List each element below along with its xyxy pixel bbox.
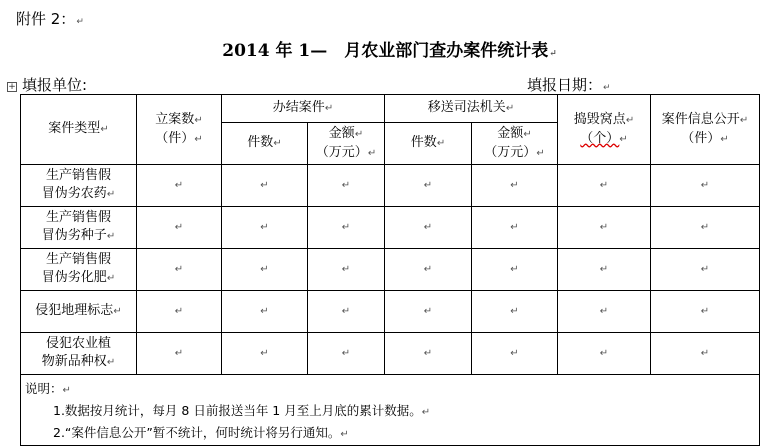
attachment-label: 附件 2：↵ bbox=[16, 10, 84, 28]
header-concluded-amount: 金额↵ （万元）↵ bbox=[308, 123, 385, 165]
header-info-disclosure: 案件信息公开↵ （件）↵ bbox=[651, 95, 760, 165]
table-cell[interactable]: ↵ bbox=[308, 333, 385, 375]
table-cell[interactable]: ↵ bbox=[222, 165, 308, 207]
table-cell[interactable]: ↵ bbox=[472, 207, 558, 249]
header-transferred: 移送司法机关↵ bbox=[385, 95, 558, 123]
header-dens-destroyed: 捣毁窝点↵ （个）↵ bbox=[558, 95, 651, 165]
note-item: 1.数据按月统计，每月 8 日前报送当年 1 月至上月底的累计数据。↵ bbox=[53, 403, 431, 418]
row-label: 侵犯农业植 物新品种权↵ bbox=[21, 333, 137, 375]
table-cell[interactable]: ↵ bbox=[651, 249, 760, 291]
table-row bbox=[21, 249, 760, 291]
fill-date-label: 填报日期：↵ bbox=[527, 76, 611, 94]
table-row bbox=[21, 333, 760, 375]
fill-unit-label: 填报单位: bbox=[22, 76, 88, 94]
notes-label: 说明：↵ bbox=[25, 381, 71, 396]
table-cell[interactable]: ↵ bbox=[558, 333, 651, 375]
header-concluded-count: 件数↵ bbox=[222, 123, 308, 165]
table-cell[interactable]: ↵ bbox=[472, 333, 558, 375]
table-row bbox=[21, 165, 760, 207]
table-cell[interactable]: ↵ bbox=[137, 249, 222, 291]
table-cell[interactable]: ↵ bbox=[558, 165, 651, 207]
table-cell[interactable]: ↵ bbox=[385, 165, 472, 207]
table-cell[interactable]: ↵ bbox=[558, 207, 651, 249]
header-concluded: 办结案件↵ bbox=[222, 95, 385, 123]
note-item: 2.“案件信息公开”暂不统计，何时统计将另行通知。↵ bbox=[53, 425, 349, 440]
table-cell[interactable]: ↵ bbox=[472, 291, 558, 333]
table-cell[interactable]: ↵ bbox=[222, 333, 308, 375]
table-cell[interactable]: ↵ bbox=[137, 165, 222, 207]
table-row bbox=[21, 291, 760, 333]
header-transferred-count: 件数↵ bbox=[385, 123, 472, 165]
table-cell[interactable]: ↵ bbox=[308, 249, 385, 291]
table-move-handle-icon[interactable]: + bbox=[8, 82, 16, 92]
row-label: 生产销售假 冒伪劣化肥↵ bbox=[21, 249, 137, 291]
header-case-type: 案件类型↵ bbox=[21, 95, 137, 165]
notes-cell bbox=[21, 375, 760, 446]
table-cell[interactable]: ↵ bbox=[308, 165, 385, 207]
table-row bbox=[21, 207, 760, 249]
table-cell[interactable]: ↵ bbox=[308, 207, 385, 249]
table-cell[interactable]: ↵ bbox=[385, 333, 472, 375]
table-cell[interactable]: ↵ bbox=[651, 333, 760, 375]
table-cell[interactable]: ↵ bbox=[558, 291, 651, 333]
table-cell[interactable]: ↵ bbox=[651, 165, 760, 207]
row-label: 侵犯地理标志↵ bbox=[21, 291, 137, 333]
table-cell[interactable]: ↵ bbox=[222, 207, 308, 249]
table-cell[interactable]: ↵ bbox=[651, 207, 760, 249]
table-cell[interactable]: ↵ bbox=[137, 333, 222, 375]
row-label: 生产销售假 冒伪劣种子↵ bbox=[21, 207, 137, 249]
table-cell[interactable]: ↵ bbox=[385, 291, 472, 333]
table-cell[interactable]: ↵ bbox=[308, 291, 385, 333]
table-cell[interactable]: ↵ bbox=[472, 249, 558, 291]
table-cell[interactable]: ↵ bbox=[385, 207, 472, 249]
header-transferred-amount: 金额↵ （万元）↵ bbox=[472, 123, 558, 165]
table-cell[interactable]: ↵ bbox=[472, 165, 558, 207]
table-cell[interactable]: ↵ bbox=[222, 249, 308, 291]
table-cell[interactable]: ↵ bbox=[385, 249, 472, 291]
table-cell[interactable]: ↵ bbox=[137, 207, 222, 249]
table-cell[interactable]: ↵ bbox=[558, 249, 651, 291]
row-label: 生产销售假 冒伪劣农药↵ bbox=[21, 165, 137, 207]
table-cell[interactable]: ↵ bbox=[222, 291, 308, 333]
header-filed-cases: 立案数↵ （件）↵ bbox=[137, 95, 222, 165]
table-cell[interactable]: ↵ bbox=[651, 291, 760, 333]
table-cell[interactable]: ↵ bbox=[137, 291, 222, 333]
statistics-table bbox=[20, 94, 760, 446]
page-title: 2014 年 1— 月农业部门查办案件统计表↵ bbox=[222, 41, 557, 61]
